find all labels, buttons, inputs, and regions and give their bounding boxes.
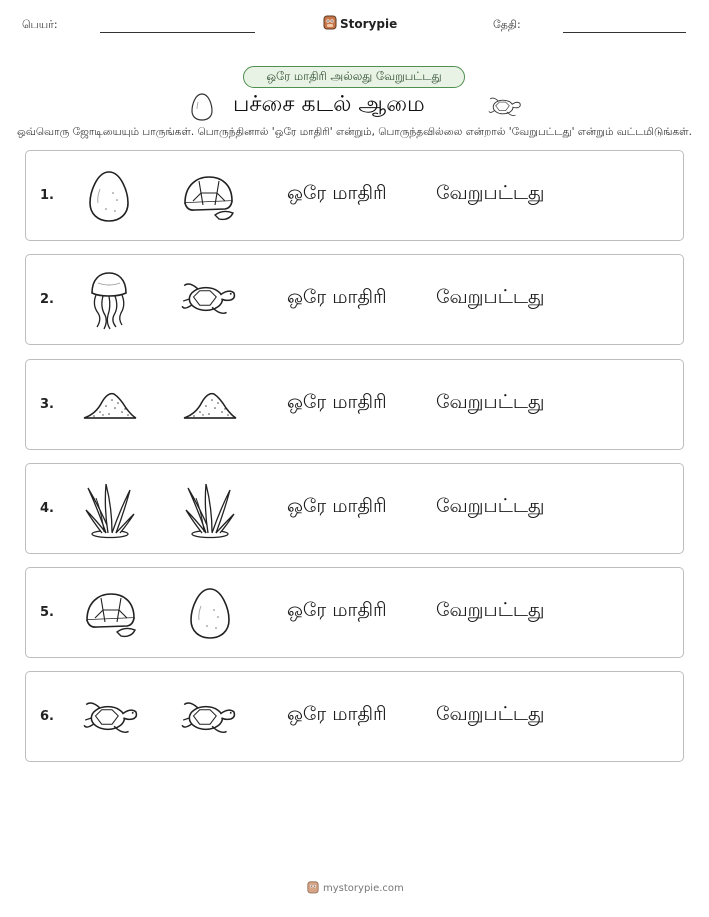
turtle-icon <box>179 277 239 321</box>
option-same[interactable]: ஒரே மாதிரி <box>287 703 387 725</box>
shell-icon <box>179 169 239 223</box>
question-number: 2. <box>40 292 54 307</box>
option-same[interactable]: ஒரே மாதிரி <box>287 391 387 413</box>
seagrass-icon <box>84 480 136 540</box>
brand-name: Storypie <box>340 17 398 31</box>
egg-icon <box>190 92 214 122</box>
egg-icon <box>187 584 233 642</box>
question-number: 6. <box>40 709 54 724</box>
sand-icon <box>82 388 138 422</box>
storypie-mascot-icon <box>307 879 319 898</box>
option-different[interactable]: வேறுபட்டது <box>436 703 545 725</box>
question-card <box>25 463 684 554</box>
option-different[interactable]: வேறுபட்டது <box>436 182 545 204</box>
option-different[interactable]: வேறுபட்டது <box>436 286 545 308</box>
turtle-icon <box>179 696 239 740</box>
shell-icon <box>81 586 141 640</box>
footer-site[interactable]: mystorypie.com <box>323 883 404 894</box>
brand-logo <box>323 14 397 34</box>
question-number: 1. <box>40 188 54 203</box>
egg-icon <box>86 167 132 225</box>
date-label: தேதி: <box>493 18 521 31</box>
seagrass-icon <box>184 480 236 540</box>
question-card <box>25 567 684 658</box>
jellyfish-icon <box>86 269 132 331</box>
name-line[interactable] <box>100 32 255 33</box>
question-card <box>25 359 684 450</box>
sand-icon <box>182 388 238 422</box>
question-number: 4. <box>40 501 54 516</box>
instructions: ஒவ்வொரு ஜோடியையும் பாருங்கள். பொருந்தினால் 'ஒரே மாதிரி' என்றும், பொருந்தவில்லை என்றால் 'வேறுபட்டது' என்றும் வட்டமிடுங்கள். <box>17 126 692 138</box>
option-same[interactable]: ஒரே மாதிரி <box>287 182 387 204</box>
date-line[interactable] <box>563 32 686 33</box>
question-card <box>25 150 684 241</box>
question-card <box>25 671 684 762</box>
turtle-icon <box>81 696 141 740</box>
option-different[interactable]: வேறுபட்டது <box>436 495 545 517</box>
storypie-mascot-icon <box>323 14 337 34</box>
question-number: 3. <box>40 397 54 412</box>
question-card <box>25 254 684 345</box>
option-same[interactable]: ஒரே மாதிரி <box>287 495 387 517</box>
name-label: பெயர்: <box>22 18 58 31</box>
option-different[interactable]: வேறுபட்டது <box>436 599 545 621</box>
page-title: பச்சை கடல் ஆமை <box>233 92 425 117</box>
turtle-icon <box>487 94 523 120</box>
option-different[interactable]: வேறுபட்டது <box>436 391 545 413</box>
option-same[interactable]: ஒரே மாதிரி <box>287 286 387 308</box>
option-same[interactable]: ஒரே மாதிரி <box>287 599 387 621</box>
question-number: 5. <box>40 605 54 620</box>
footer <box>307 879 404 898</box>
worksheet-tag: ஒரே மாதிரி அல்லது வேறுபட்டது <box>243 66 465 88</box>
